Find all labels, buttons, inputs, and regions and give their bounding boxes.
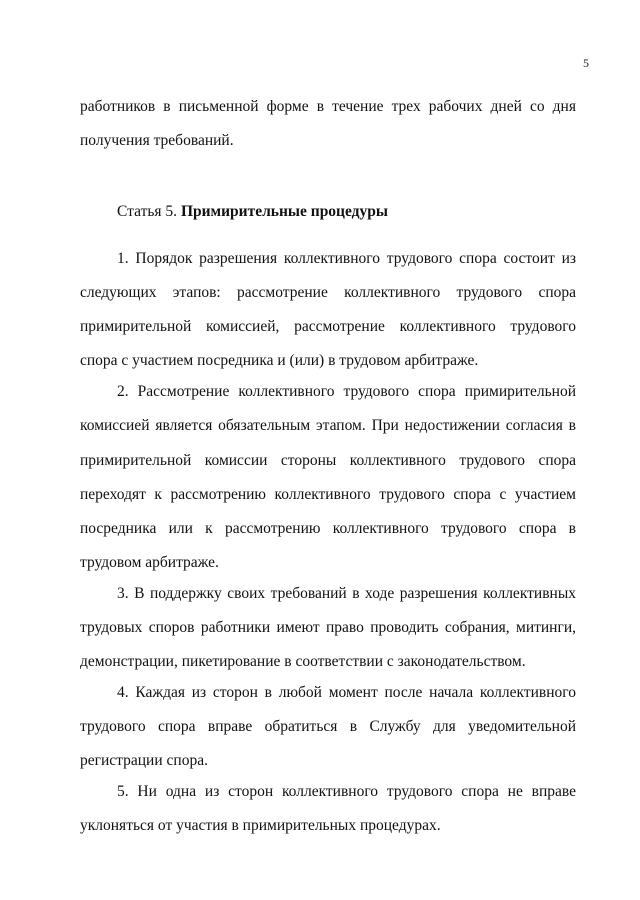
paragraph-5-line-2: уклоняться от участия в примирительных процедурах.: [80, 817, 441, 834]
paragraph-2-line-6: трудовом арбитраже.: [80, 554, 219, 571]
paragraph-2-line-1: 2. Рассмотрение коллективного трудового спора примирительной: [117, 383, 576, 400]
paragraph-4-line-3: регистрации спора.: [80, 752, 208, 769]
paragraph-2-line-5: посредника или к рассмотрению коллективного трудового спора в: [80, 520, 576, 537]
paragraph-3-line-1: 3. В поддержку своих требований в ходе разрешения коллективных: [117, 585, 576, 602]
paragraph-2-line-2: комиссией является обязательным этапом. При недостижении согласия в: [80, 417, 576, 434]
article-number: Статья 5.: [117, 203, 178, 220]
paragraph-3-line-2: трудовых споров работники имеют право проводить собрания, митинги,: [80, 619, 576, 636]
paragraph-1-line-4: спора с участием посредника и (или) в трудовом арбитраже.: [80, 352, 479, 369]
intro-line-2: получения требований.: [80, 132, 234, 149]
paragraph-2-line-3: примирительной комиссии стороны коллективного трудового спора: [80, 452, 576, 469]
paragraph-4-line-1: 4. Каждая из сторон в любой момент после начала коллективного: [117, 684, 576, 701]
article-heading: [117, 202, 388, 222]
paragraph-5-line-1: 5. Ни одна из сторон коллективного трудового спора не вправе: [117, 783, 576, 800]
intro-line-1: работников в письменной форме в течение трех рабочих дней со дня: [80, 98, 576, 115]
paragraph-2-line-4: переходят к рассмотрению коллективного трудового спора с участием: [80, 486, 576, 503]
article-title: Примирительные процедуры: [180, 203, 388, 220]
paragraph-3-line-3: демонстрации, пикетирование в соответствии с законодательством.: [80, 653, 526, 670]
paragraph-1-line-2: следующих этапов: рассмотрение коллективного трудового спора: [80, 284, 576, 301]
paragraph-4-line-2: трудового спора вправе обратиться в Службу для уведомительной: [80, 718, 576, 735]
paragraph-1-line-1: 1. Порядок разрешения коллективного трудового спора состоит из: [117, 250, 576, 267]
paragraph-1-line-3: примирительной комиссией, рассмотрение коллективного трудового: [80, 318, 576, 335]
page-number: 5: [583, 56, 589, 70]
